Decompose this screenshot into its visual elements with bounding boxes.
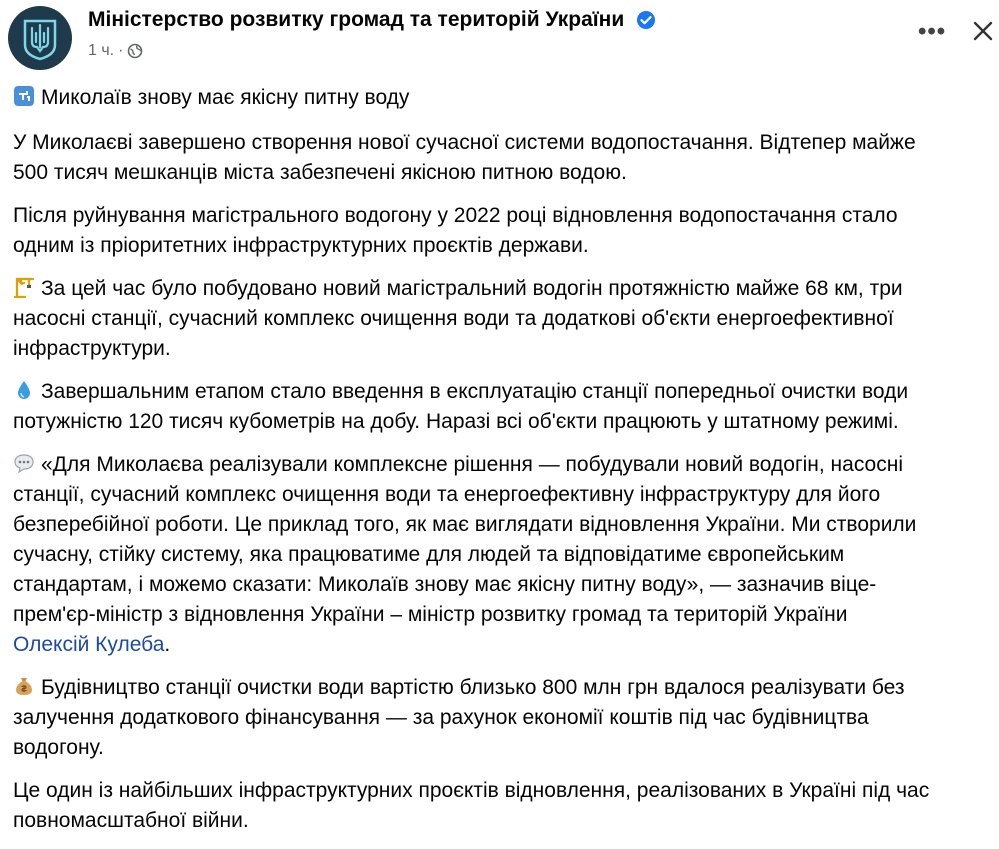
paragraph-5-line-3: безперебійної роботи. Це приклад того, як має виглядати відновлення України. Ми створили [13, 513, 917, 536]
paragraph-7-line-1: Це один із найбільших інфраструктурних проєктів відновлення, реалізованих в Україні під час [13, 779, 930, 802]
speech-bubble-icon [13, 452, 35, 474]
paragraph-6-line-2: залучення додаткового фінансування — за рахунок економії коштів під час будівництва [13, 706, 869, 729]
paragraph-1-line-1: У Миколаєві завершено створення нової сучасної системи водопостачання. Відтепер майже [13, 131, 916, 154]
post-title-text: Миколаїв знову має якісну питну воду [41, 86, 410, 109]
close-icon[interactable] [972, 20, 994, 42]
paragraph-2-line-1: Після руйнування магістрального водогону у 2022 році відновлення водопостачання стало [13, 204, 898, 227]
paragraph-4-line-2: потужністю 120 тисяч кубометрів на добу. Наразі всі об'єкти працюють у штатному режимі. [13, 410, 899, 433]
post-title [13, 83, 999, 113]
paragraph-3-line-1: За цей час було побудовано новий магістральний водогін протяжністю майже 68 км, три [41, 277, 903, 300]
meta-separator: · [118, 42, 124, 59]
mention-link[interactable]: Олексій Кулеба [13, 633, 165, 656]
paragraph-5-line-1: «Для Миколаєва реалізували комплексне рішення — побудували новий водогін, насосні [41, 453, 903, 476]
paragraph-2-line-2: одним із пріоритетних інфраструктурних проєктів держави. [13, 234, 589, 257]
globe-icon[interactable] [127, 43, 143, 59]
paragraph-5-line-4: сучасну, стійку систему, яка працюватиме для людей та відповідатиме європейським [13, 543, 845, 566]
page-avatar[interactable] [8, 6, 72, 70]
water-tap-icon [13, 85, 35, 107]
paragraph-5-line-5: стандартам, і можемо сказати: Миколаїв знову має якісну питну воду», — зазначив віце- [13, 573, 877, 596]
paragraph-1-line-2: 500 тисяч мешканців міста забезпечені якісною питною водою. [13, 161, 627, 184]
paragraph-4-line-1: Завершальним етапом стало введення в експлуатацію станції попередньої очистки води [41, 380, 909, 403]
paragraph-6 [13, 673, 999, 763]
money-bag-icon [13, 675, 35, 697]
paragraph-7 [13, 776, 999, 836]
post-time[interactable]: 1 ч. [88, 42, 115, 59]
paragraph-5-line-6: прем'єр-міністр з відновлення України – міністр розвитку громад та територій України [13, 603, 848, 626]
paragraph-7-line-2: повномасштабної війни. [13, 809, 249, 832]
page-name[interactable] [88, 8, 656, 32]
page-name-text[interactable]: Міністерство розвитку громад та територій України [88, 8, 625, 31]
droplet-icon [13, 379, 35, 401]
verified-badge-icon [636, 10, 656, 30]
paragraph-3-line-2: насосні станції, сучасний комплекс очищення води та додаткові об'єкти енергоефективної [13, 307, 894, 330]
paragraph-5-quote [13, 450, 999, 660]
trident-emblem-icon [17, 15, 63, 61]
paragraph-6-line-3: водогону. [13, 736, 104, 759]
paragraph-4 [13, 377, 999, 437]
paragraph-2 [13, 201, 999, 261]
paragraph-1 [13, 128, 999, 188]
paragraph-5-line-2: станції, сучасний комплекс очищення води та енергоефективну інфраструктуру для його [13, 483, 881, 506]
post-header [0, 0, 999, 80]
paragraph-3 [13, 274, 999, 364]
paragraph-5-end: . [164, 633, 171, 656]
post-body [13, 83, 999, 849]
more-options-icon[interactable]: ••• [918, 18, 947, 45]
construction-crane-icon [13, 276, 35, 298]
paragraph-6-line-1: Будівництво станції очистки води вартістю близько 800 млн грн вдалося реалізувати без [41, 676, 905, 699]
post-meta [88, 42, 143, 60]
paragraph-3-line-3: інфраструктури. [13, 337, 171, 360]
